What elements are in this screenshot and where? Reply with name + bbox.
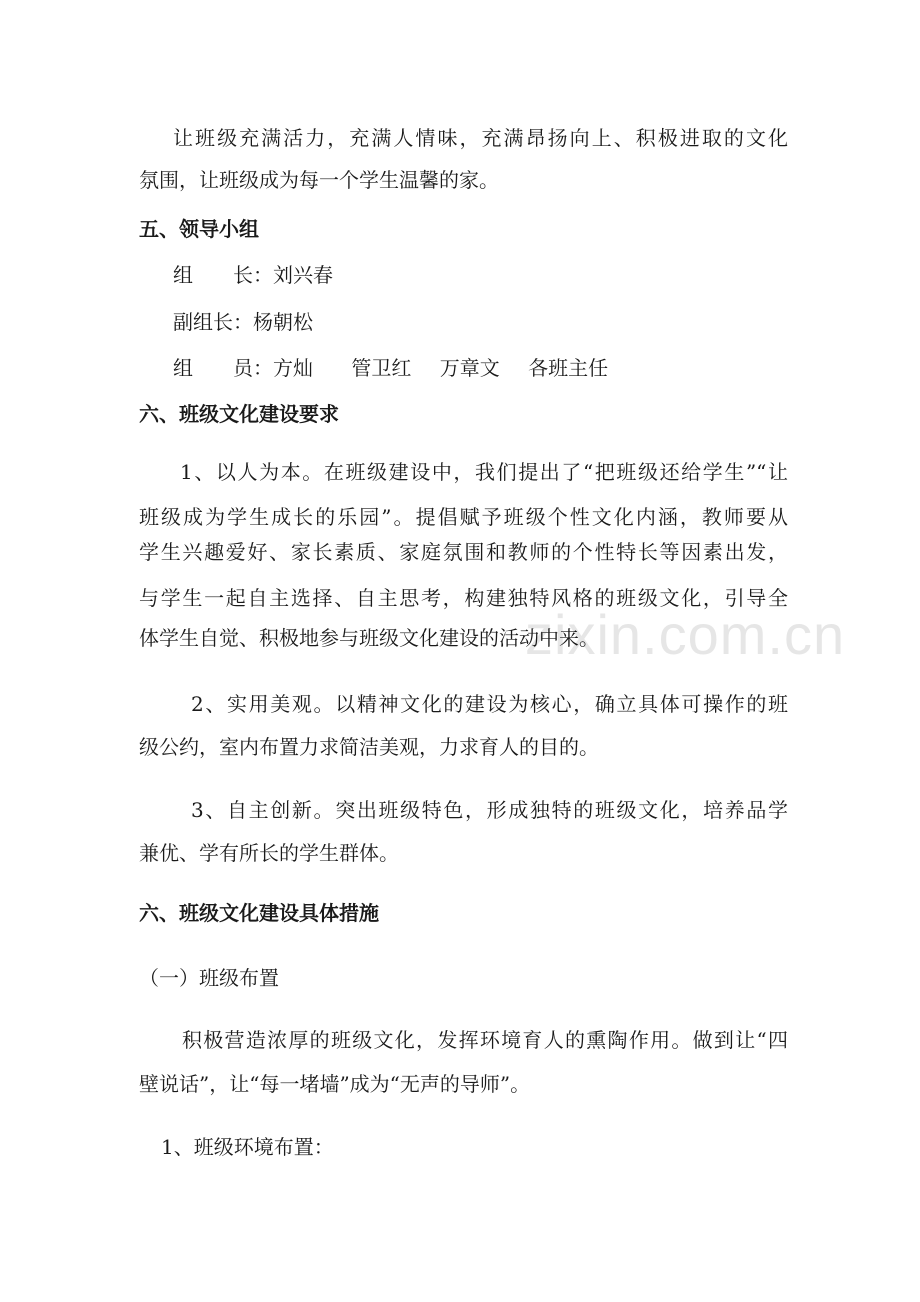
members-label: 组 员：方灿	[173, 356, 313, 380]
req3-line: 兼优、学有所长的学生群体。	[139, 841, 399, 865]
member-name: 万章文	[439, 356, 500, 380]
measures-line: 积极营造浓厚的班级文化，发挥环境育人的熏陶作用。做到让“四	[182, 1028, 788, 1052]
member-name: 管卫红	[351, 356, 412, 380]
req1-line: 学生兴趣爱好、家长素质、家庭氛围和教师的个性特长等因素出发，	[139, 540, 788, 564]
members-line	[173, 354, 608, 382]
subsection-heading: （一）班级布置	[139, 966, 279, 990]
req3-line: 3、自主创新。突出班级特色，形成独特的班级文化，培养品学	[191, 798, 788, 822]
req2-line: 2、实用美观。以精神文化的建设为核心，确立具体可操作的班	[191, 692, 788, 716]
req1-line: 体学生自觉、积极地参与班级文化建设的活动中来。	[139, 626, 599, 650]
environment-item: 1、班级环境布置：	[161, 1135, 334, 1159]
req1-line: 与学生一起自主选择、自主思考，构建独特风格的班级文化，引导全	[139, 586, 788, 610]
section6b-heading: 六、班级文化建设具体措施	[139, 901, 379, 925]
member-name: 各班主任	[528, 356, 609, 380]
intro-line-1: 让班级充满活力，充满人情味，充满昂扬向上、积极进取的文化	[173, 126, 788, 150]
req1-line: 1、以人为本。在班级建设中，我们提出了“把班级还给学生”“让	[180, 460, 788, 484]
leader-line: 组 长：刘兴春	[173, 263, 333, 287]
watermark: zixin.com.cn	[525, 603, 846, 666]
req1-line: 班级成为学生成长的乐园”。提倡赋予班级个性文化内涵，教师要从	[139, 505, 788, 529]
section5-heading: 五、领导小组	[139, 217, 259, 241]
req2-line: 级公约，室内布置力求简洁美观，力求育人的目的。	[139, 735, 599, 759]
deputy-line: 副组长：杨朝松	[173, 310, 313, 334]
intro-line-2: 氛围，让班级成为每一个学生温馨的家。	[139, 168, 499, 192]
section6-heading: 六、班级文化建设要求	[139, 402, 339, 426]
measures-line: 壁说话”，让“每一堵墙”成为“无声的导师”。	[139, 1072, 531, 1096]
